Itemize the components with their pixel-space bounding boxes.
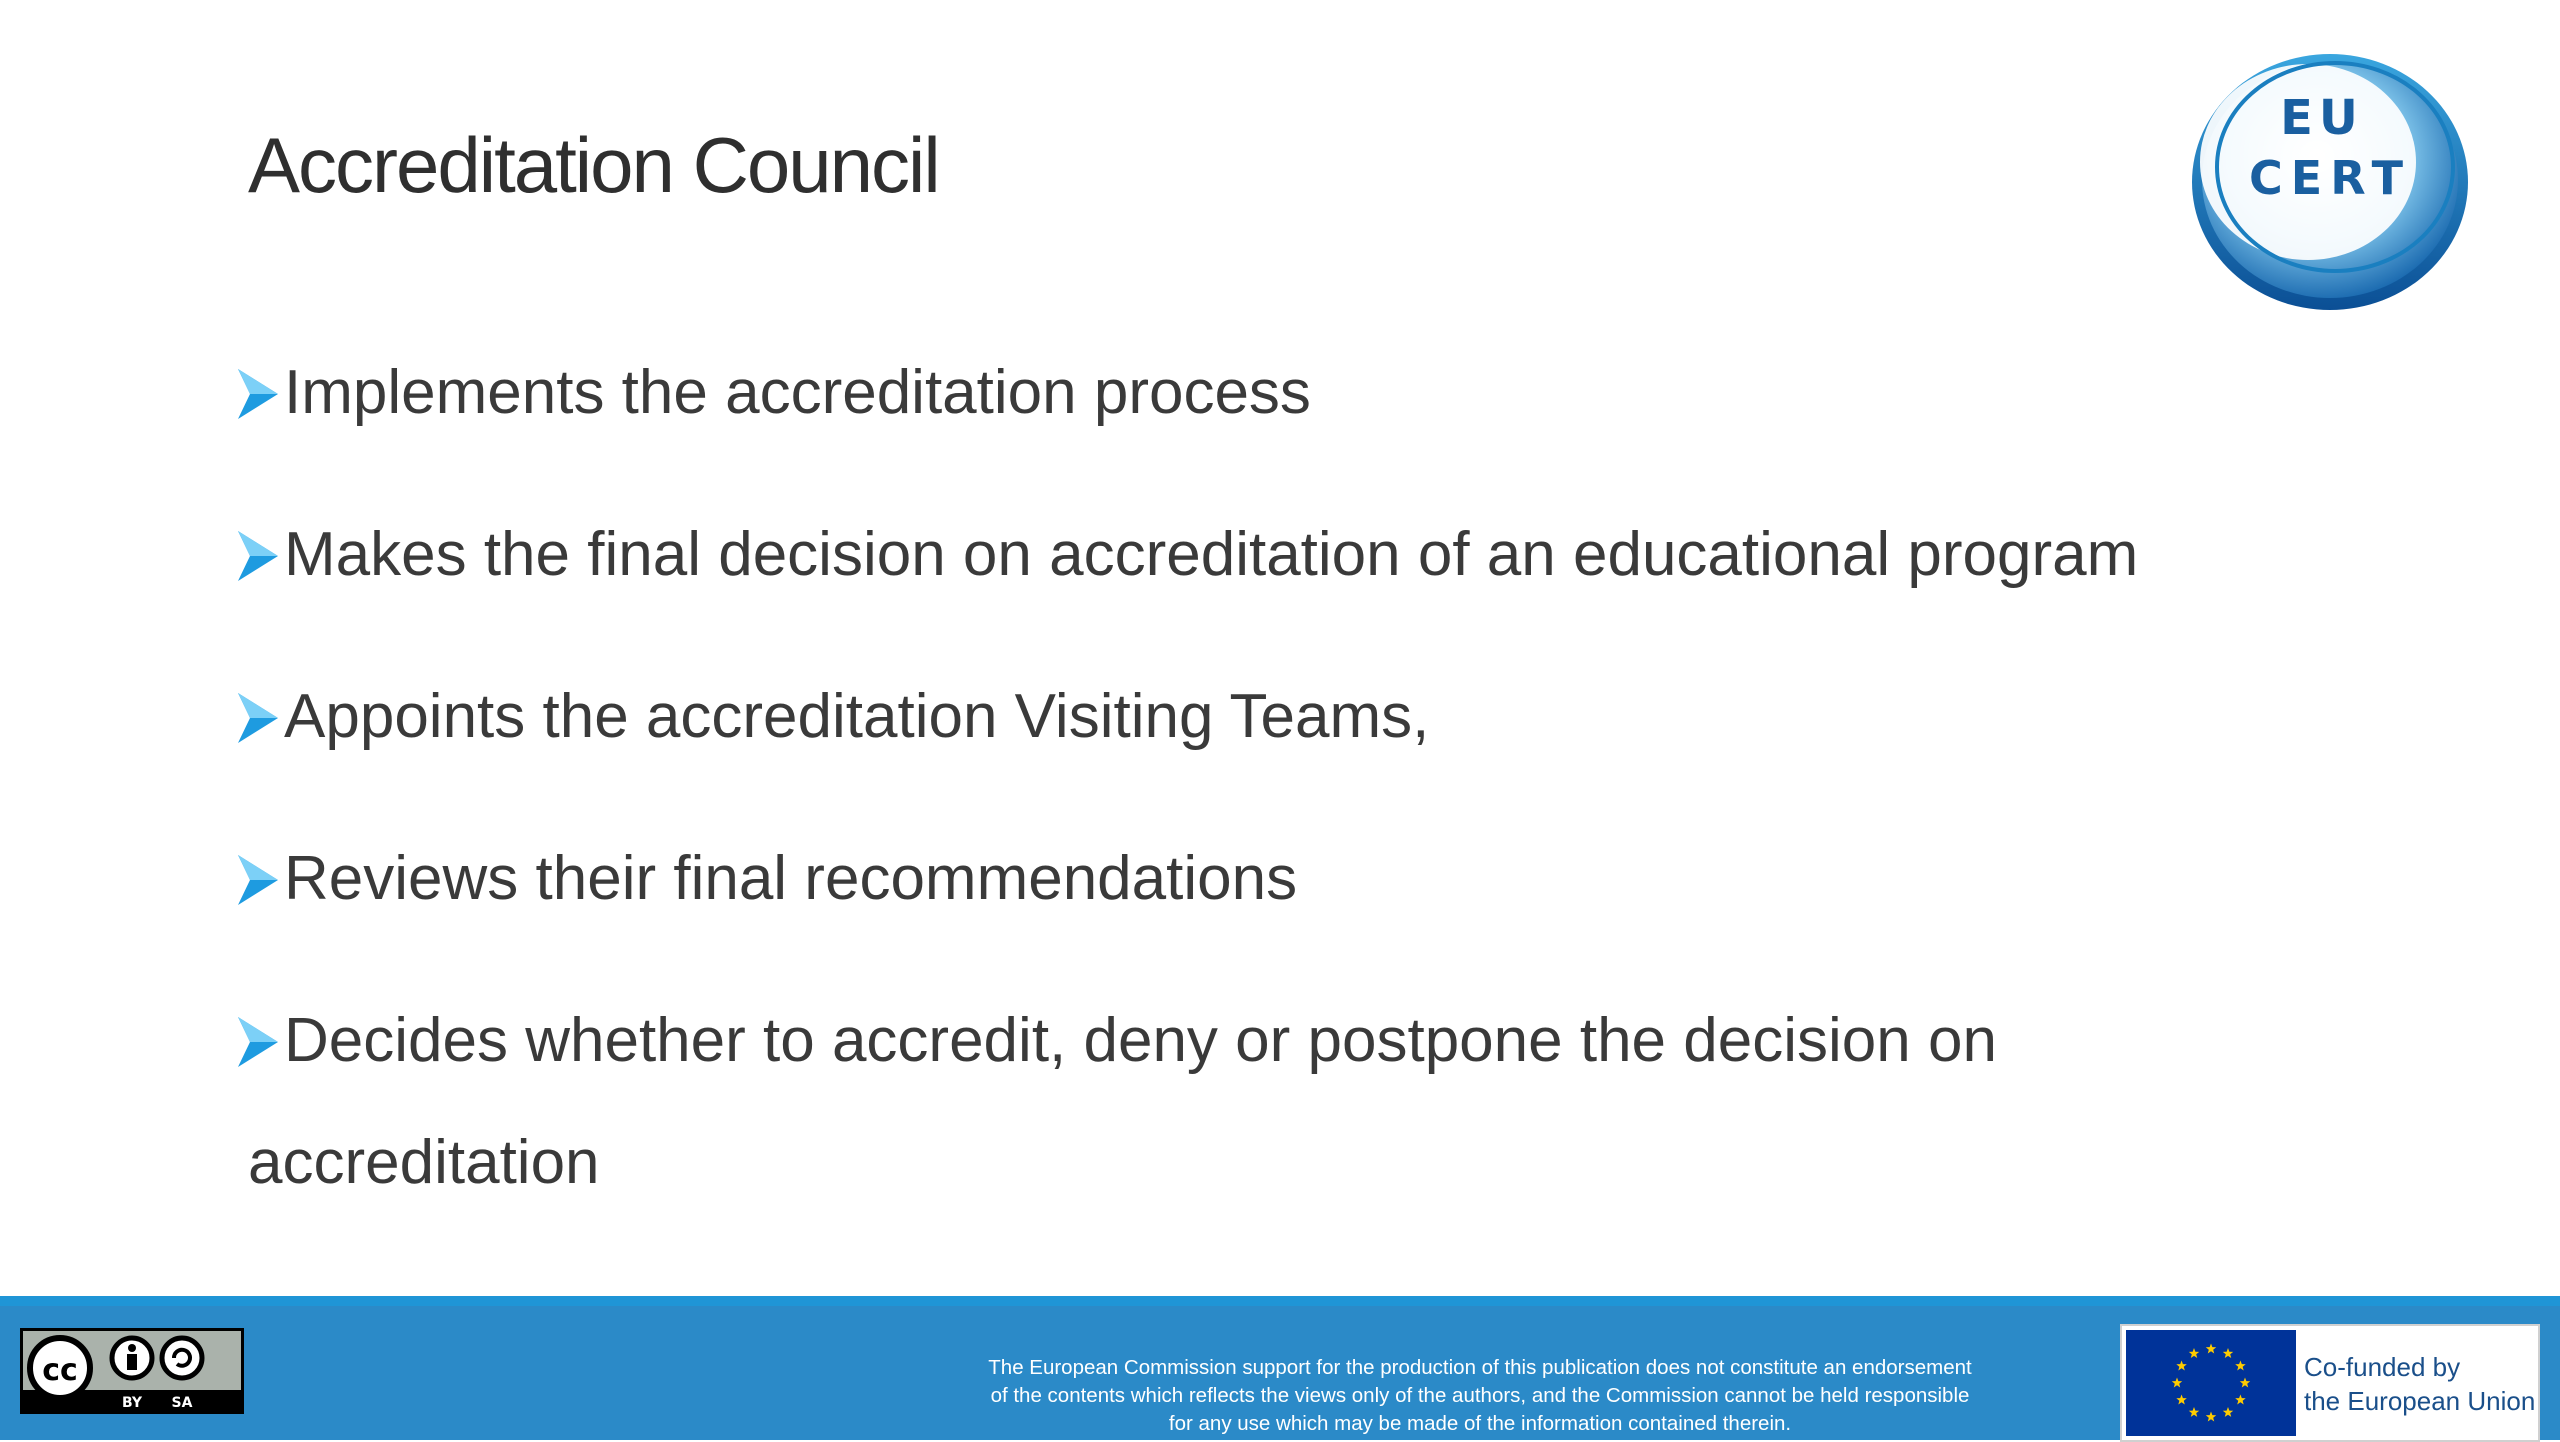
- eu-flag-icon: [2126, 1330, 2296, 1436]
- bullet-item: [234, 1003, 2334, 1079]
- bullet-item: [234, 679, 2334, 755]
- disclaimer-line: of the contents which reflects the views only of the authors, and the Commission cannot be held responsible: [990, 1384, 1970, 1407]
- logo-text-top: EU: [2280, 90, 2364, 146]
- disclaimer-line: The European Commission support for the production of this publication does not constitute an endorsement: [988, 1356, 1972, 1379]
- eu-line-1: Co-funded by: [2304, 1352, 2461, 1382]
- sa-icon: [162, 1338, 202, 1378]
- bullet-continuation-text: accreditation: [248, 1128, 600, 1197]
- license-by-label: BY: [121, 1395, 143, 1411]
- bullet-item: [234, 355, 2334, 431]
- bullet-list: [234, 355, 2334, 1079]
- arrow-bullet-icon: [234, 1011, 282, 1073]
- eu-line-2: the European Union: [2304, 1386, 2536, 1416]
- cc-icon: cc: [42, 1353, 78, 1388]
- arrow-bullet-icon: [234, 525, 282, 587]
- disclaimer-line: for any use which may be made of the information contained therein.: [1168, 1412, 1792, 1435]
- eu-cert-logo: [2180, 42, 2480, 322]
- license-sa-label: SA: [171, 1395, 193, 1411]
- bullet-text: Reviews their final recommendations: [284, 844, 1298, 913]
- eu-disclaimer: [880, 1354, 2080, 1438]
- cc-by-sa-license-badge: [20, 1328, 244, 1414]
- bullet-item: [234, 517, 2334, 593]
- bullet-text: Decides whether to accredit, deny or postpone the decision on: [284, 1006, 1997, 1075]
- bullet-text: Implements the accreditation process: [284, 358, 1311, 427]
- eu-cofunded-badge: [2120, 1324, 2540, 1442]
- bullet-text: Appoints the accreditation Visiting Teams,: [284, 682, 1430, 751]
- eu-cofunded-text: [2304, 1350, 2535, 1418]
- bullet-item: [234, 841, 2334, 917]
- footer-bar: [0, 1296, 2560, 1440]
- arrow-bullet-icon: [234, 849, 282, 911]
- bullet-text: Makes the final decision on accreditation of an educational program: [284, 520, 2139, 589]
- arrow-bullet-icon: [234, 363, 282, 425]
- slide-title: Accreditation Council: [248, 121, 939, 209]
- arrow-bullet-icon: [234, 687, 282, 749]
- logo-text-bottom: CERT: [2249, 151, 2411, 205]
